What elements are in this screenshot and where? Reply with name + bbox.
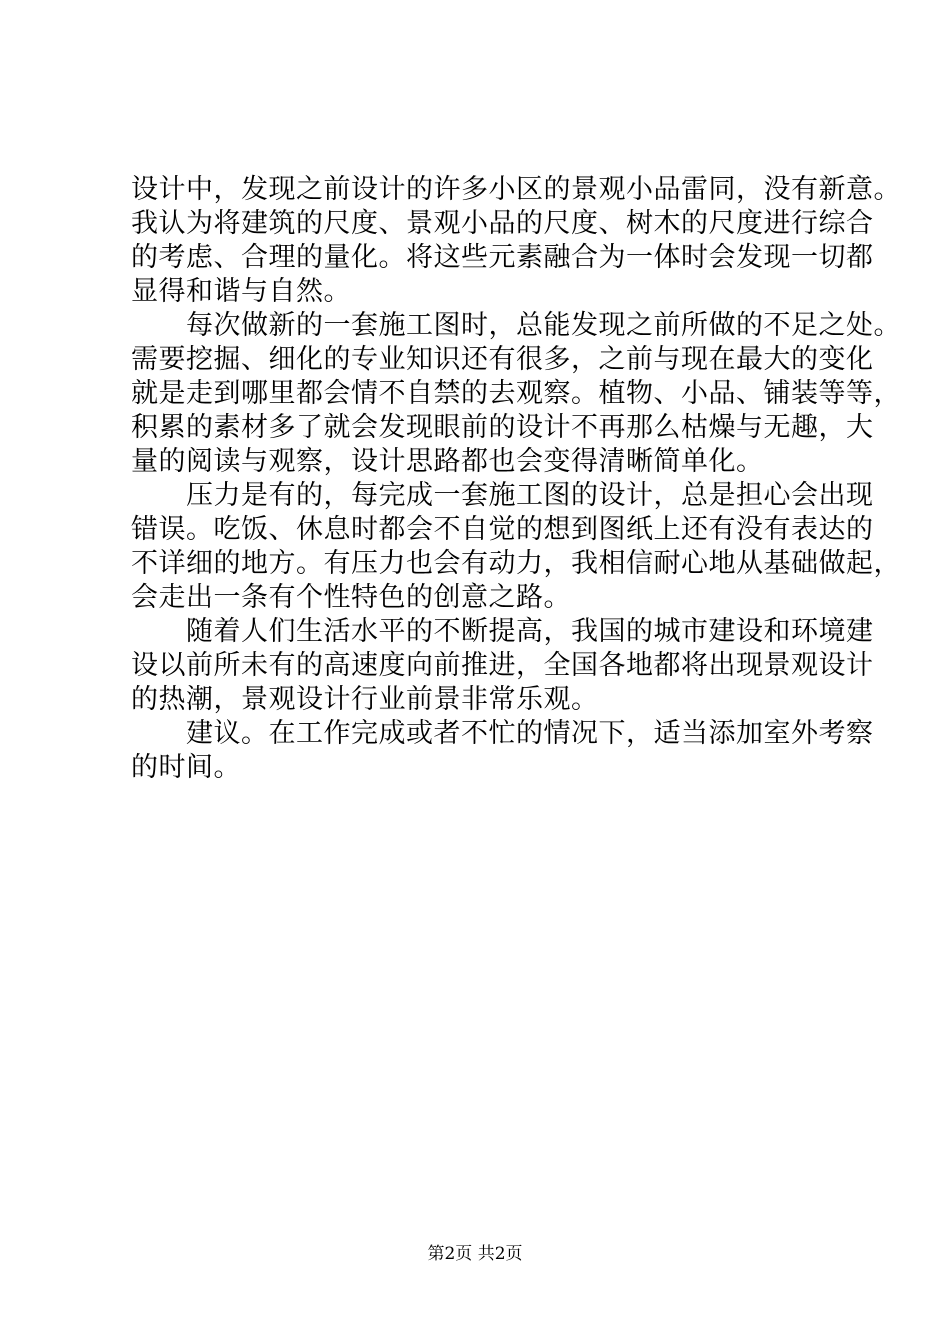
text-line: 建议。在工作完成或者不忙的情况下，适当添加室外考察 (131, 718, 874, 749)
text-line: 我认为将建筑的尺度、景观小品的尺度、树木的尺度进行综合 (131, 208, 874, 239)
text-line: 错误。吃饭、休息时都会不自觉的想到图纸上还有没有表达的 (131, 514, 874, 545)
text-line: 需要挖掘、细化的专业知识还有很多，之前与现在最大的变化 (131, 344, 874, 375)
text-line: 的热潮，景观设计行业前景非常乐观。 (131, 684, 599, 715)
text-line: 积累的素材多了就会发现眼前的设计不再那么枯燥与无趣，大 (131, 412, 874, 443)
text-line: 会走出一条有个性特色的创意之路。 (131, 582, 571, 613)
text-line: 压力是有的，每完成一套施工图的设计，总是担心会出现 (131, 480, 874, 511)
text-line: 不详细的地方。有压力也会有动力，我相信耐心地从基础做起， (131, 548, 901, 579)
text-line: 每次做新的一套施工图时，总能发现之前所做的不足之处。 (131, 310, 901, 341)
text-line: 设以前所未有的高速度向前推进，全国各地都将出现景观设计 (131, 650, 874, 681)
text-line: 就是走到哪里都会情不自禁的去观察。植物、小品、铺装等等， (131, 378, 901, 409)
text-line: 设计中，发现之前设计的许多小区的景观小品雷同，没有新意。 (131, 174, 901, 205)
page-footer: 第2页 共2页 (427, 1244, 523, 1264)
text-line: 的时间。 (131, 752, 241, 783)
text-line: 的考虑、合理的量化。将这些元素融合为一体时会发现一切都 (131, 242, 874, 273)
text-line: 显得和谐与自然。 (131, 276, 351, 307)
body-text (131, 173, 901, 785)
text-line: 随着人们生活水平的不断提高，我国的城市建设和环境建 (131, 616, 874, 647)
text-line: 量的阅读与观察，设计思路都也会变得清晰简单化。 (131, 446, 764, 477)
